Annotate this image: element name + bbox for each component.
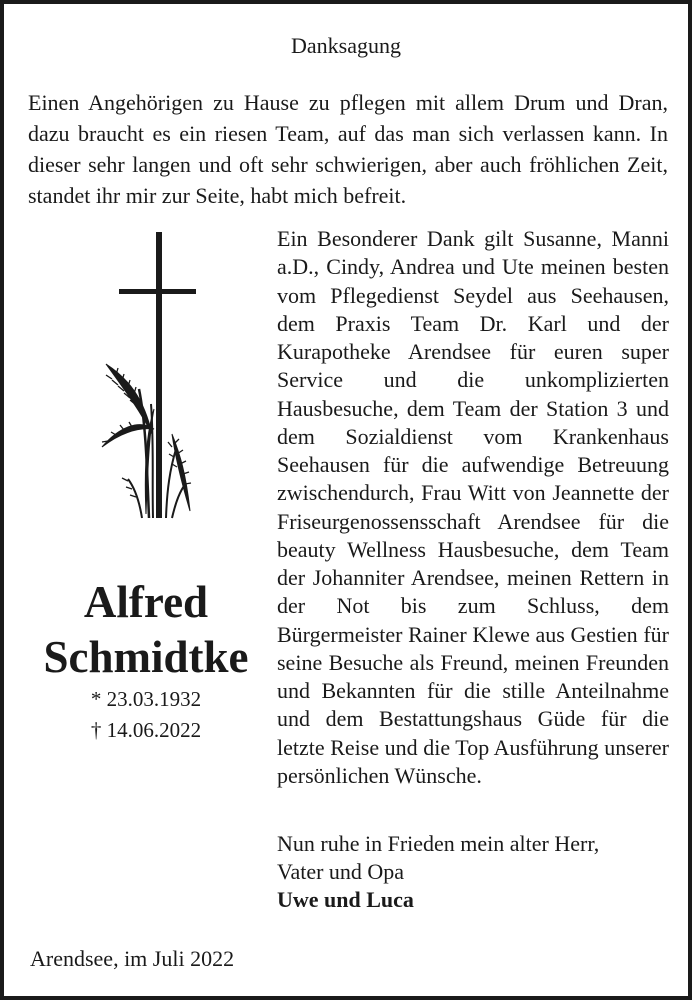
thanks-paragraph: Ein Besonderer Dank gilt Susanne, Manni a.D., Cindy, Andrea und Ute meinen besten vom Pflegedienst Seydel aus Seehausen, dem Praxis Team Dr. Karl und der Kurapotheke Arendsee für euren super Service und die unkomplizierten Hausbesuche, dem Team der Station 3 und dem Sozialdienst vom Krankenhaus Seehausen für die aufwendige Betreuung zwischendurch, Frau Witt von Jeannette der Friseurgenossensschaft Arendsee für die beauty Wellness Hausbesuche, dem Team der Johanniter Arendsee, meinen Rettern in der Not bis zum Schluss, dem Bürgermeister Rainer Klewe aus Gestien für seine Besuche als Freund, meinen Freunden und Bekannten für die stille Anteilnahme und dem Bestattungshaus Güde für die letzte Reise und die Top Ausführung unserer persönlichen Wünsche. [277,226,669,788]
birth-date: * 23.03.1932 [90,687,202,711]
cross-with-wheat-icon [94,229,204,521]
signers: Uwe und Luca [277,887,414,912]
intro-paragraph: Einen Angehörigen zu Hause zu pflegen mit allem Drum und Dran, dazu braucht es ein riesen Team, auf das man sich verlassen kann. In dieser sehr langen und oft sehr schwierigen, aber auch fröhlichen Zeit, standet ihr mir zur Seite, habt mich befreit. [28,90,668,208]
closing-line: Nun ruhe in Frieden mein alter Herr, [277,831,600,856]
death-date: † 14.06.2022 [90,718,202,742]
closing-block [277,830,669,914]
deceased-last-name: Schmidtke [43,632,249,682]
deceased-first-name: Alfred [83,577,209,627]
closing-line: Vater und Opa [277,859,405,884]
notice-heading: Danksagung [291,33,401,58]
place-and-date: Arendsee, im Juli 2022 [30,946,235,971]
